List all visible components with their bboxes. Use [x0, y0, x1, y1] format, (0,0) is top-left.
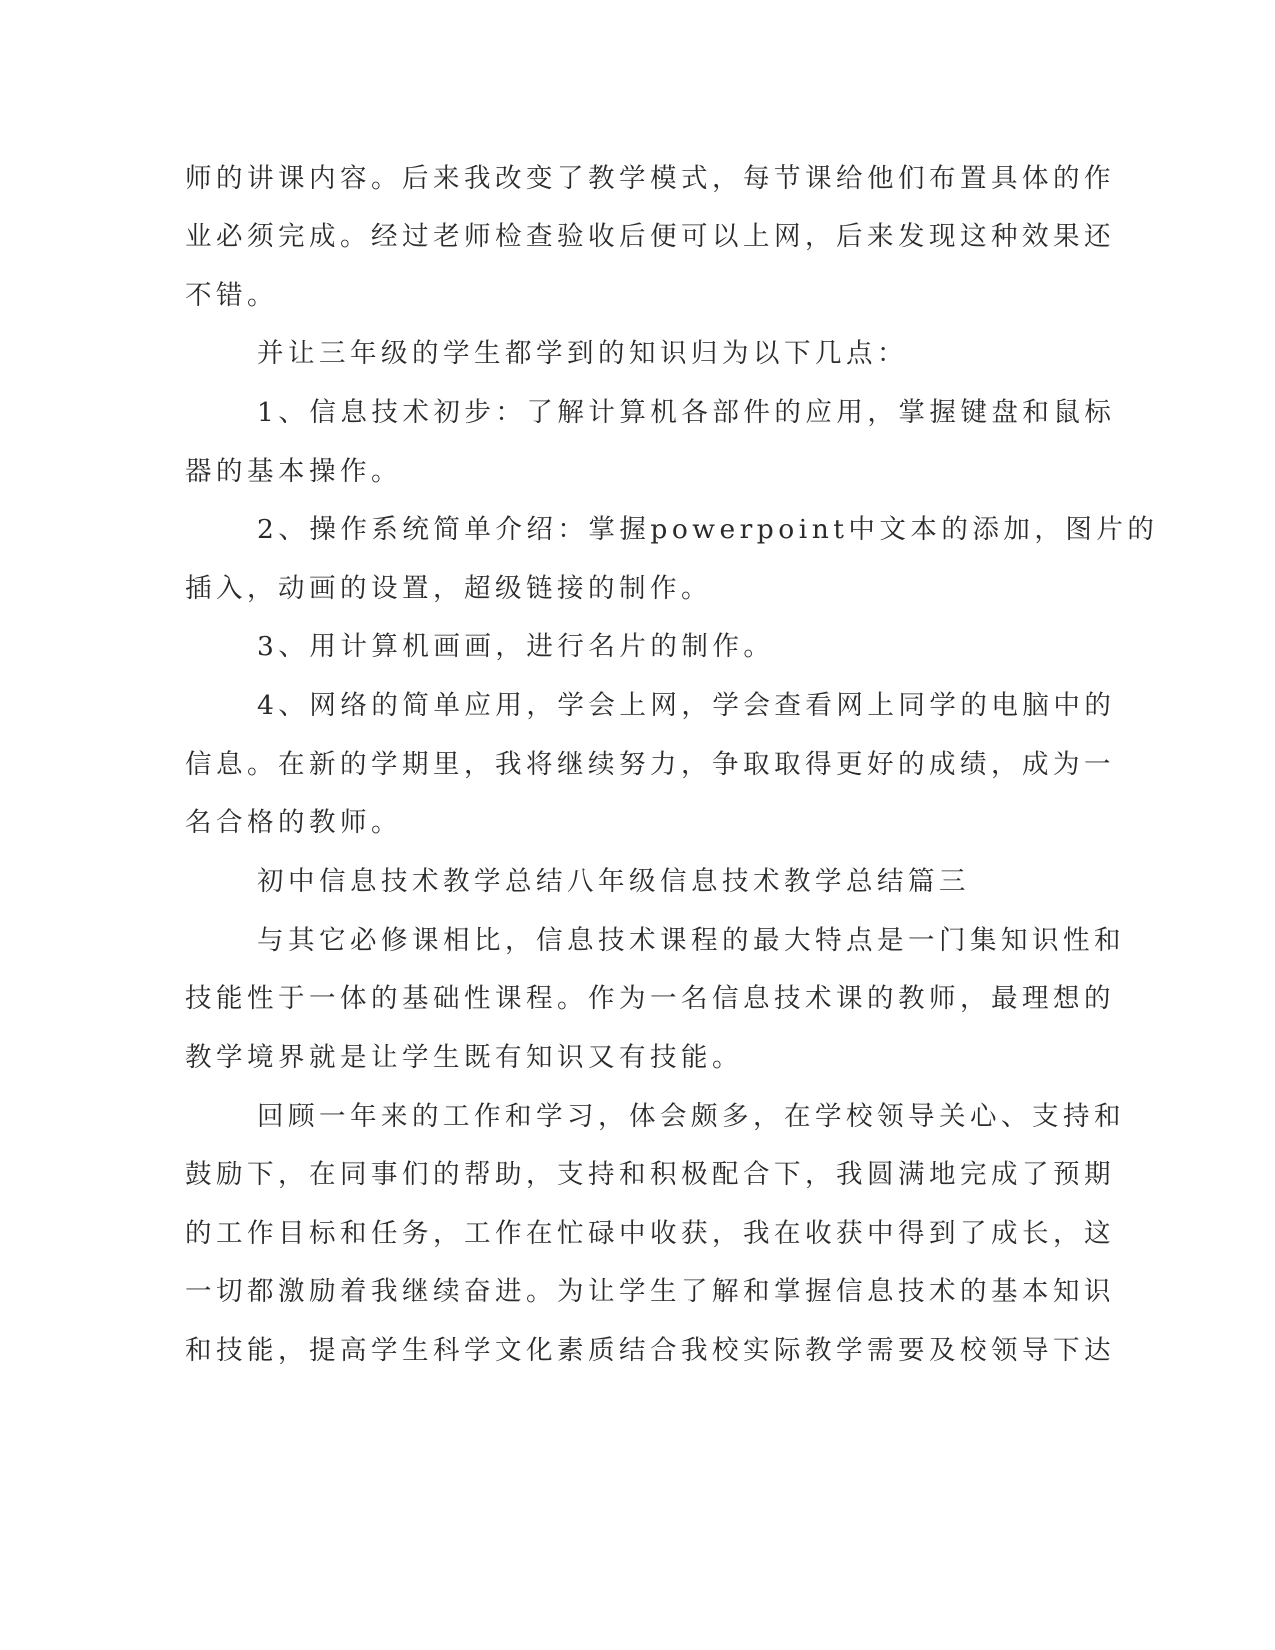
text-line: 一切都激励着我继续奋进。为让学生了解和掌握信息技术的基本知识 — [185, 1276, 1115, 1307]
text-line: 器的基本操作。 — [185, 456, 402, 487]
text-line: 师的讲课内容。后来我改变了教学模式，每节课给他们布置具体的作 — [185, 163, 1115, 194]
text-line: 鼓励下，在同事们的帮助，支持和积极配合下，我圆满地完成了预期 — [185, 1159, 1115, 1190]
text-line: 业必须完成。经过老师检查验收后便可以上网，后来发现这种效果还 — [185, 221, 1115, 252]
text-line: 并让三年级的学生都学到的知识归为以下几点： — [257, 338, 908, 369]
text-line: 教学境界就是让学生既有知识又有技能。 — [185, 1042, 743, 1073]
list-item: 2、操作系统简单介绍：掌握powerpoint中文本的添加，图片的 — [257, 514, 1159, 545]
text-line: 名合格的教师。 — [185, 807, 402, 838]
text-line: 技能性于一体的基础性课程。作为一名信息技术课的教师，最理想的 — [185, 983, 1115, 1014]
text-line: 信息。在新的学期里，我将继续努力，争取取得更好的成绩，成为一 — [185, 749, 1115, 780]
list-item: 3、用计算机画画，进行名片的制作。 — [257, 631, 775, 662]
list-item: 1、信息技术初步：了解计算机各部件的应用，掌握键盘和鼠标 — [257, 397, 1116, 428]
text-line: 的工作目标和任务，工作在忙碌中收获，我在收获中得到了成长，这 — [185, 1218, 1115, 1249]
text-line: 与其它必修课相比，信息技术课程的最大特点是一门集知识性和 — [257, 925, 1125, 956]
text-line: 不错。 — [185, 280, 278, 311]
text-line: 插入，动画的设置，超级链接的制作。 — [185, 573, 712, 604]
section-title: 初中信息技术教学总结八年级信息技术教学总结篇三 — [257, 866, 970, 897]
list-item: 4、网络的简单应用，学会上网，学会查看网上同学的电脑中的 — [257, 690, 1116, 721]
text-line: 和技能，提高学生科学文化素质结合我校实际教学需要及校领导下达 — [185, 1335, 1115, 1366]
text-line: 回顾一年来的工作和学习，体会颇多，在学校领导关心、支持和 — [257, 1101, 1125, 1132]
